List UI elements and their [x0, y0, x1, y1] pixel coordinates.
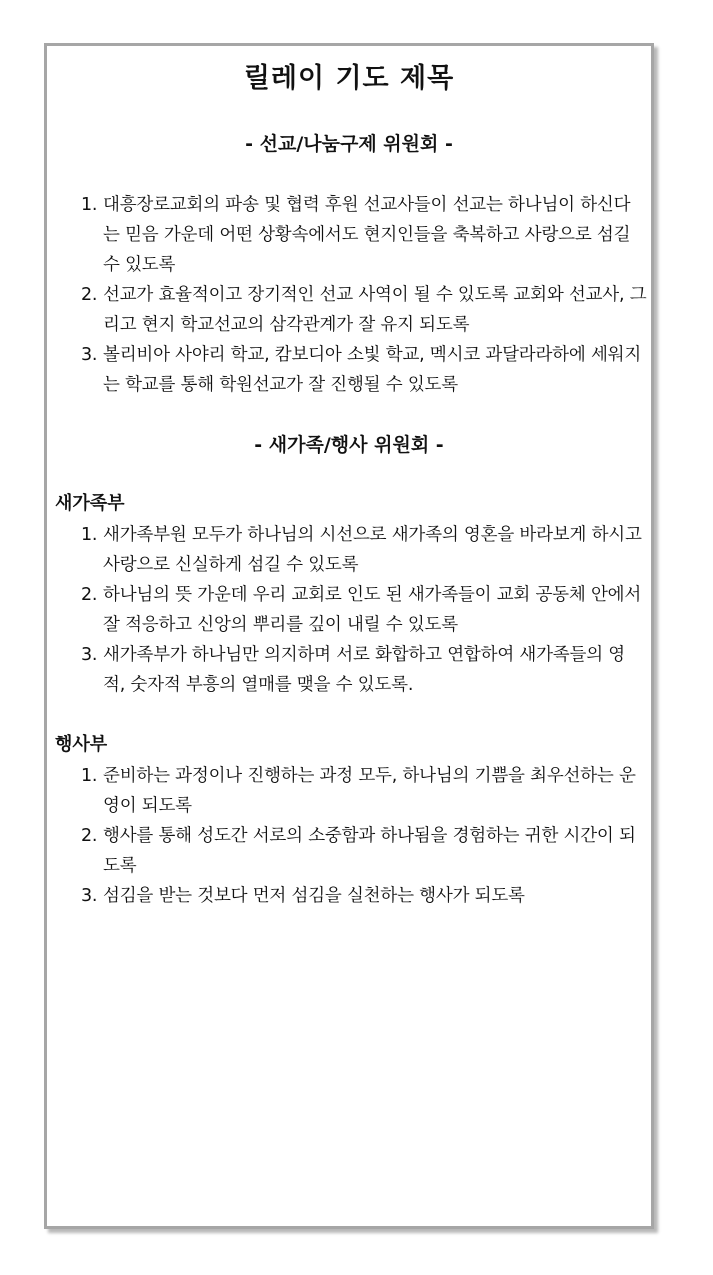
list-item-number: 2. — [81, 826, 98, 846]
list-item — [81, 640, 647, 700]
newfamily-list — [81, 520, 647, 700]
section-heading-mission: - 선교/나눔구제 위원회 - — [245, 133, 453, 155]
list-item-text: 준비하는 과정이나 진행하는 과정 모두, 하나님의 기쁨을 최우선하는 운영이 되도록 — [103, 766, 636, 816]
list-item-text: 섬김을 받는 것보다 먼저 섬김을 실천하는 행사가 되도록 — [103, 886, 525, 906]
list-item-text: 선교가 효율적이고 장기적인 선교 사역이 될 수 있도록 교회와 선교사, 그리고 현지 학교선교의 삼각관계가 잘 유지 되도록 — [103, 285, 647, 335]
list-item-number: 2. — [81, 285, 98, 305]
list-item-text: 볼리비아 사야리 학교, 캄보디아 소빛 학교, 멕시코 과달라라하에 세워지는 학교를 통해 학원선교가 잘 진행될 수 있도록 — [103, 345, 642, 395]
list-item — [81, 761, 647, 821]
list-item-number: 3. — [81, 345, 98, 365]
list-item — [81, 580, 647, 640]
events-list — [81, 761, 647, 911]
list-item-number: 1. — [81, 195, 98, 215]
section-heading-newfamily-events: - 새가족/행사 위원회 - — [254, 434, 444, 456]
list-item-text: 행사를 통해 성도간 서로의 소중함과 하나됨을 경험하는 귀한 시간이 되도록 — [103, 826, 636, 876]
list-item-text: 대흥장로교회의 파송 및 협력 후원 선교사들이 선교는 하나님이 하신다는 믿음 가운데 어떤 상황속에서도 현지인들을 축복하고 사랑으로 섬길 수 있도록 — [103, 195, 631, 275]
list-item — [81, 520, 647, 580]
list-item-number: 2. — [81, 585, 98, 605]
list-item — [81, 821, 647, 881]
list-item — [81, 340, 647, 400]
list-item — [81, 190, 647, 280]
list-item-number: 3. — [81, 645, 98, 665]
list-item-number: 1. — [81, 525, 98, 545]
subheading-newfamily: 새가족부 — [55, 493, 125, 514]
page-title: 릴레이 기도 제목 — [243, 63, 455, 94]
list-item-number: 1. — [81, 766, 98, 786]
list-item-number: 3. — [81, 886, 98, 906]
subheading-events: 행사부 — [55, 734, 108, 755]
list-item — [81, 280, 647, 340]
list-item-text: 새가족부원 모두가 하나님의 시선으로 새가족의 영혼을 바라보게 하시고 사랑으로 신실하게 섬길 수 있도록 — [103, 525, 642, 575]
list-item — [81, 881, 647, 911]
list-item-text: 하나님의 뜻 가운데 우리 교회로 인도 된 새가족들이 교회 공동체 안에서 잘 적응하고 신앙의 뿌리를 깊이 내릴 수 있도록 — [103, 585, 642, 635]
mission-list — [81, 190, 647, 400]
document-frame — [44, 43, 654, 1229]
list-item-text: 새가족부가 하나님만 의지하며 서로 화합하고 연합하여 새가족들의 영적, 숫자적 부흥의 열매를 맺을 수 있도록. — [103, 645, 625, 695]
